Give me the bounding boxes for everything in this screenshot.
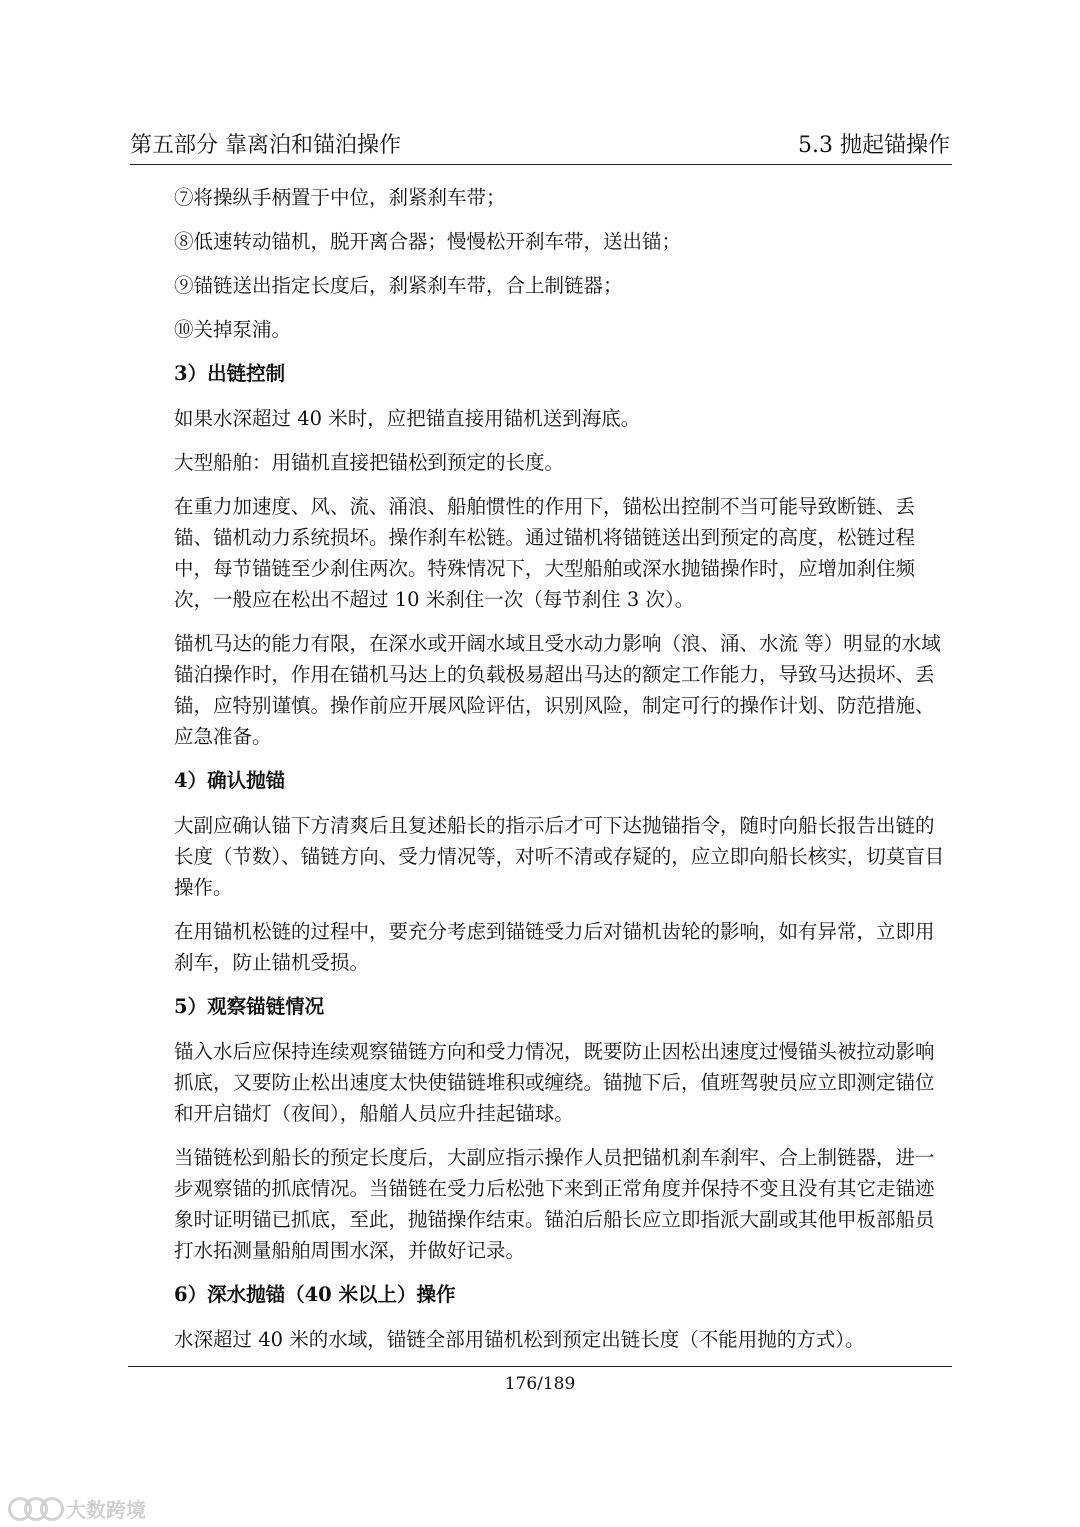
- watermark-logo-icon: [8, 1497, 60, 1521]
- step-item: ⑧低速转动锚机，脱开离合器；慢慢松开刹车带，送出锚；: [174, 230, 682, 253]
- paragraph-text: 大副应确认锚下方清爽后且复述船长的指示后才可下达抛锚指令，随时向船长报告出链的长度（节数）、锚链方向、受力情况等，对听不清或存疑的，应立即向船长核实，切莫盲目操作。: [174, 814, 945, 899]
- paragraph: [130, 810, 950, 903]
- paragraph: [130, 1142, 950, 1266]
- header-divider: [130, 164, 952, 165]
- paragraph: [130, 1036, 950, 1129]
- step-item: ⑩关掉泵浦。: [174, 318, 292, 341]
- section-heading: 5）观察锚链情况: [174, 995, 325, 1018]
- page-body: [174, 182, 950, 1368]
- paragraph: 大型船舶：用锚机直接把锚松到预定的长度。: [174, 451, 565, 474]
- paragraph-text: 在用锚机松链的过程中，要充分考虑到锚链受力后对锚机齿轮的影响，如有异常，立即用刹车，防止锚机受损。: [174, 920, 935, 974]
- paragraph: [130, 491, 950, 615]
- paragraph: 水深超过 40 米的水域，锚链全部用锚机松到预定出链长度（不能用抛的方式）。: [174, 1328, 865, 1351]
- paragraph: [130, 916, 950, 978]
- section-heading: 4）确认抛锚: [174, 769, 286, 792]
- footer-divider: [128, 1366, 952, 1367]
- paragraph: 如果水深超过 40 米时，应把锚直接用锚机送到海底。: [174, 407, 641, 430]
- watermark: [8, 1494, 146, 1523]
- step-item: ⑨锚链送出指定长度后，刹紧刹车带，合上制链器；: [174, 274, 623, 297]
- paragraph: [130, 628, 950, 752]
- paragraph-text: 锚机马达的能力有限，在深水或开阔水域且受水动力影响（浪、涌、水流 等）明显的水域锚泊操作时，作用在锚机马达上的负载极易超出马达的额定工作能力，导致马达损坏、丢锚，应特别谨慎。操作前应开展风险评估，识别风险，制定可行的操作计划、防范措施、应急准备。: [174, 632, 941, 748]
- paragraph-text: 锚入水后应保持连续观察锚链方向和受力情况，既要防止因松出速度过慢锚头被拉动影响抓底，又要防止松出速度太快使锚链堆积或缠绕。锚抛下后，值班驾驶员应立即测定锚位和开启锚灯（夜间），船艏人员应升挂起锚球。: [174, 1040, 935, 1125]
- section-heading: 3）出链控制: [174, 362, 286, 385]
- paragraph-text: 当锚链松到船长的预定长度后，大副应指示操作人员把锚机刹车刹牢、合上制链器，进一步观察锚的抓底情况。当锚链在受力后松弛下来到正常角度并保持不变且没有其它走锚迹象时证明锚已抓底，至此，抛锚操作结束。锚泊后船长应立即指派大副或其他甲板部船员打水拓测量船舶周围水深，并做好记录。: [174, 1146, 935, 1262]
- header-section-title: 5.3 抛起锚操作: [798, 133, 950, 158]
- paragraph-text: 在重力加速度、风、流、涌浪、船舶惯性的作用下，锚松出控制不当可能导致断链、丢锚、锚机动力系统损坏。操作刹车松链。通过锚机将锚链送出到预定的高度，松链过程中，每节锚链至少刹住两次。特殊情况下，大型船舶或深水抛锚操作时，应增加刹住频次，一般应在松出不超过 10 米刹住一次（每节刹住 3 次）。: [174, 495, 916, 611]
- section-heading: 6）深水抛锚（40 米以上）操作: [174, 1283, 456, 1306]
- watermark-text: 大数跨境: [66, 1498, 146, 1522]
- page-header: [130, 126, 950, 166]
- header-chapter-title: 第五部分 靠离泊和锚泊操作: [130, 133, 401, 158]
- page-number: 176/189: [504, 1374, 576, 1394]
- step-item: ⑦将操纵手柄置于中位，刹紧刹车带；: [174, 186, 506, 209]
